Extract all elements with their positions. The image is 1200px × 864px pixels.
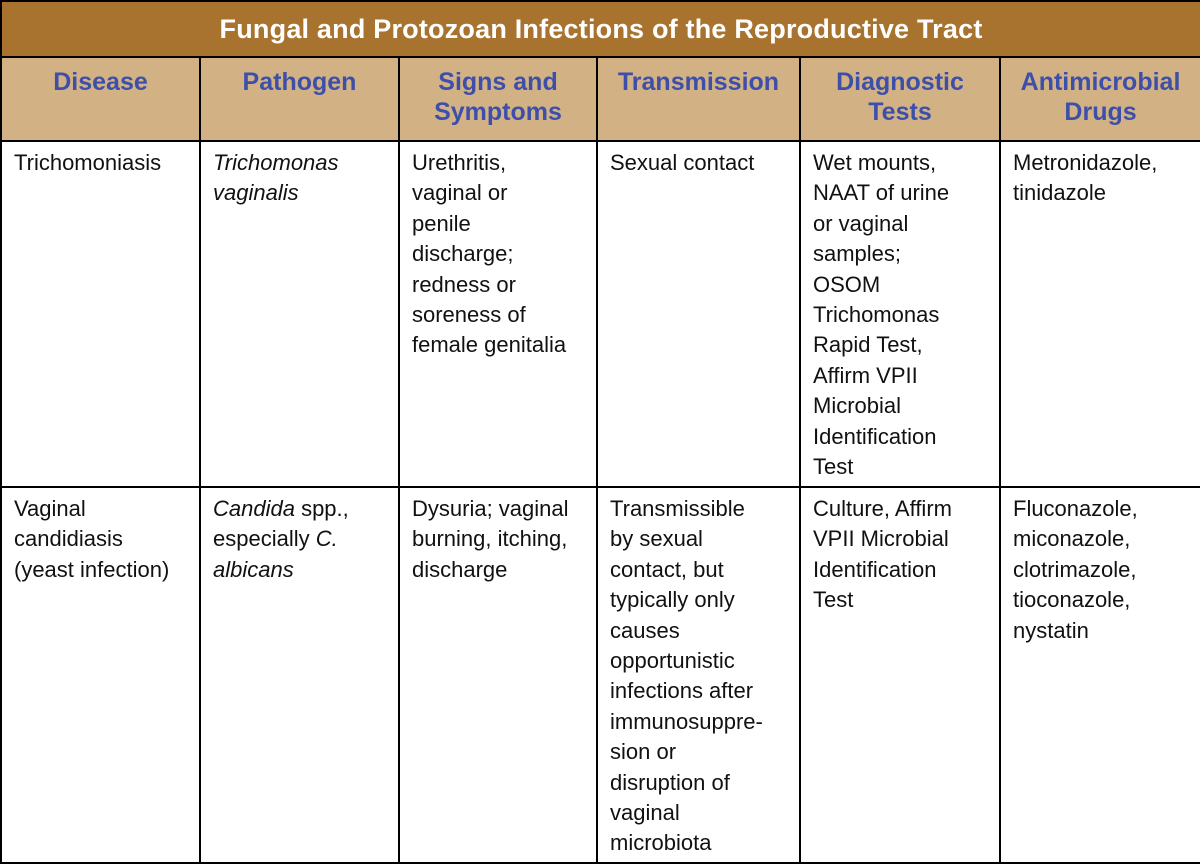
column-header-pathogen: [200, 57, 399, 141]
cell-line: microbiota: [610, 830, 712, 856]
cell-line: Transmissible: [610, 496, 745, 521]
cell-line: penile: [412, 210, 471, 236]
table-row: [1, 487, 1200, 863]
cell-line: immunosuppre-: [610, 708, 763, 734]
column-header-disease: [1, 57, 200, 141]
cell-text-italic: albicans: [213, 556, 294, 582]
column-header-label: Diagnostic: [836, 68, 964, 96]
cell-line: miconazole,: [1013, 526, 1131, 552]
cell-line: vaginal or: [412, 180, 508, 206]
column-header-label: Signs and: [438, 68, 558, 96]
column-header-label: Antimicrobial: [1020, 68, 1181, 96]
cell-line: disruption of: [610, 769, 730, 795]
cell-line: Test: [813, 454, 854, 480]
cell-line: NAAT of urine: [813, 180, 950, 206]
cell-transmission: [597, 141, 800, 487]
cell-line: Rapid Test,: [813, 332, 923, 358]
cell-line: by sexual: [610, 526, 703, 552]
cell-line: Sexual contact: [610, 150, 755, 175]
cell-line: tioconazole,: [1013, 587, 1131, 613]
cell-disease: [1, 141, 200, 487]
cell-diagnostic: [800, 487, 1000, 863]
cell-line: tinidazole: [1013, 180, 1106, 206]
cell-line: Wet mounts,: [813, 150, 937, 175]
cell-line: or vaginal: [813, 210, 909, 236]
header-row: [1, 57, 1200, 141]
column-header-label: Tests: [868, 98, 932, 126]
column-header-label: Disease: [53, 68, 148, 96]
cell-line: Culture, Affirm: [813, 496, 952, 521]
cell-line: Test: [813, 587, 854, 613]
cell-text: especially: [213, 526, 316, 552]
cell-text-italic: Candida: [213, 496, 295, 521]
column-header-label: Transmission: [617, 68, 780, 96]
cell-line: sion or: [610, 739, 677, 765]
cell-line: VPII Microbial: [813, 526, 949, 552]
cell-line: candidiasis: [14, 526, 123, 552]
column-header-drugs: [1000, 57, 1200, 141]
cell-line: OSOM: [813, 271, 881, 297]
title-row: [1, 1, 1200, 57]
cell-line: Fluconazole,: [1013, 496, 1138, 521]
cell-line: typically only: [610, 587, 735, 613]
column-header-label: Drugs: [1064, 98, 1137, 126]
cell-line: nystatin: [1013, 617, 1089, 643]
column-header-transmission: [597, 57, 800, 141]
column-header-label: Symptoms: [434, 98, 562, 126]
cell-line: Dysuria; vaginal: [412, 496, 569, 521]
cell-signs: [399, 141, 597, 487]
cell-line: contact, but: [610, 556, 724, 582]
cell-text-italic: C.: [315, 526, 338, 552]
cell-line: Vaginal: [14, 496, 86, 521]
cell-line: samples;: [813, 241, 902, 267]
cell-line: burning, itching,: [412, 526, 568, 552]
column-header-label: Pathogen: [242, 68, 357, 96]
column-header-signs: [399, 57, 597, 141]
cell-pathogen: [200, 487, 399, 863]
cell-line: discharge: [412, 556, 508, 582]
cell-line: (yeast infection): [14, 556, 170, 582]
cell-line: vaginalis: [213, 180, 299, 206]
table-title: Fungal and Protozoan Infections of the Reproductive Tract: [1, 1, 1200, 57]
cell-line: Urethritis,: [412, 150, 507, 175]
cell-line: soreness of: [412, 302, 526, 328]
cell-line: Identification: [813, 423, 937, 449]
cell-line: causes: [610, 617, 680, 643]
cell-line: vaginal: [610, 800, 680, 826]
cell-line: redness or: [412, 271, 516, 297]
table-row: [1, 141, 1200, 487]
cell-line: discharge;: [412, 241, 514, 267]
cell-line: infections after: [610, 678, 754, 704]
cell-line: Trichomonas: [813, 302, 940, 328]
cell-drugs: [1000, 487, 1200, 863]
cell-line: clotrimazole,: [1013, 556, 1137, 582]
cell-line: Trichomonas: [213, 150, 339, 175]
cell-drugs: [1000, 141, 1200, 487]
cell-transmission: [597, 487, 800, 863]
column-header-diagnostic: [800, 57, 1000, 141]
cell-line: Metronidazole,: [1013, 150, 1158, 175]
cell-disease: [1, 487, 200, 863]
cell-line: Microbial: [813, 393, 902, 419]
cell-line: Affirm VPII: [813, 362, 918, 388]
cell-diagnostic: [800, 141, 1000, 487]
cell-line: female genitalia: [412, 332, 567, 358]
cell-line: Trichomoniasis: [14, 150, 162, 175]
cell-text: spp.,: [294, 496, 349, 521]
cell-line: Identification: [813, 556, 937, 582]
cell-line: opportunistic: [610, 648, 735, 674]
cell-pathogen: [200, 141, 399, 487]
cell-signs: [399, 487, 597, 863]
